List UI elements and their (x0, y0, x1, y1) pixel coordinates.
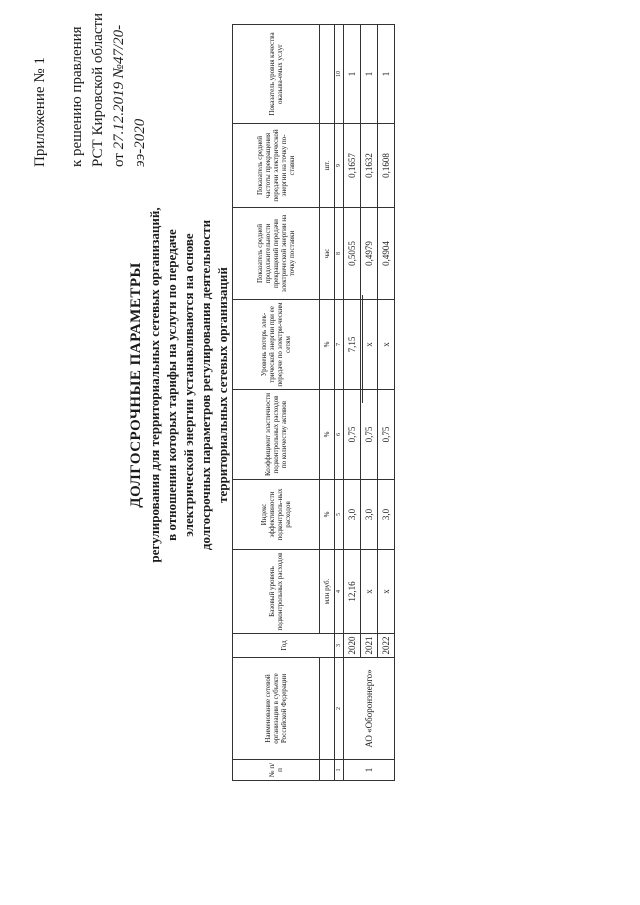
unit-interruption-frequency: шт. (320, 124, 335, 208)
header-org-name: Наименование сетевой организации в субъекте Российской Федерации (233, 658, 320, 760)
handwritten-decision-number: 27.12.2019 №47/20-ээ-2020 (111, 24, 148, 167)
row-efficiency-index: 3,0 (344, 480, 361, 550)
column-number: 3 (335, 634, 344, 658)
header-interruption-duration: Показатель средней продолжительности прекращений передачи электрической энергии на точку поставки (233, 208, 320, 300)
column-number: 7 (335, 300, 344, 390)
column-number: 4 (335, 550, 344, 634)
subtitle-line-2: в отношении которых тарифы на услуги по передаче (164, 229, 179, 541)
row-loss-level: х (378, 300, 395, 390)
appendix-title: Приложение № 1 (32, 57, 48, 167)
header-elasticity-coef: Коэффициент эластичности подконтрольных расходов по количеству активов (233, 390, 320, 480)
org-number: 1 (344, 760, 395, 781)
units-row (320, 25, 335, 781)
document-title: ДОЛГОСРОЧНЫЕ ПАРАМЕТРЫ (128, 262, 144, 508)
row-interruption-frequency: 0,1657 (344, 124, 361, 208)
appendix-date-prefix: от (111, 153, 127, 167)
column-number: 1 (335, 760, 344, 781)
row-efficiency-index: 3,0 (361, 480, 378, 550)
header-row (233, 25, 320, 781)
row-quality-level: 1 (344, 25, 361, 124)
org-name: АО «Оборонэнерго» (344, 658, 395, 760)
row-interruption-duration: 0,4904 (378, 208, 395, 300)
appendix-line-3 (109, 7, 151, 167)
row-year: 2020 (344, 634, 361, 658)
header-year: Год (233, 634, 335, 658)
row-year: 2022 (378, 634, 395, 658)
row-elasticity-coef: 0,75 (378, 390, 395, 480)
document-heading (126, 165, 231, 605)
subtitle-line-5: территориальных сетевых организаций (215, 267, 230, 503)
row-quality-level: 1 (378, 25, 395, 124)
subtitle-line-4: долгосрочных параметров регулирования деятельности (198, 219, 213, 551)
subtitle-line-3: электрической энергии устанавливаются на основе (181, 233, 196, 537)
unit-efficiency-index: % (320, 480, 335, 550)
unit-loss-level: % (320, 300, 335, 390)
column-number: 6 (335, 390, 344, 480)
row-quality-level: 1 (361, 25, 378, 124)
row-base-level: 12,16 (344, 550, 361, 634)
row-interruption-frequency: 0,1632 (361, 124, 378, 208)
header-number: № п/п (233, 760, 320, 781)
header-efficiency-index: Индекс эффективности подконтроль-ных расходов (233, 480, 320, 550)
row-loss-level: 7,15 (344, 300, 361, 390)
column-number: 8 (335, 208, 344, 300)
unit-interruption-duration: час (320, 208, 335, 300)
unit-quality-level (320, 25, 335, 124)
row-interruption-duration: 0,4979 (361, 208, 378, 300)
row-base-level: х (378, 550, 395, 634)
row-interruption-duration: 0,5055 (344, 208, 361, 300)
row-base-level: х (361, 550, 378, 634)
row-loss-level: х (361, 300, 378, 390)
column-number: 10 (335, 25, 344, 124)
header-base-level: Базовый уровень подконтрольных расходов (233, 550, 320, 634)
unit-org-name (320, 658, 335, 760)
row-elasticity-coef: 0,75 (361, 390, 378, 480)
unit-elasticity-coef: % (320, 390, 335, 480)
row-interruption-frequency: 0,1608 (378, 124, 395, 208)
column-number: 2 (335, 658, 344, 760)
row-efficiency-index: 3,0 (378, 480, 395, 550)
column-number-row (335, 25, 344, 781)
column-number: 9 (335, 124, 344, 208)
table-row (344, 25, 361, 781)
row-year: 2021 (361, 634, 378, 658)
column-number: 5 (335, 480, 344, 550)
appendix-block (30, 7, 151, 167)
appendix-line-2: РСТ Кировской области (90, 12, 106, 167)
header-interruption-frequency: Показатель средней частоты прекращения передачи электрической энергии на точку по-ставки (233, 124, 320, 208)
header-loss-level: Уровень потерь элек-трической энергии при ее передаче по электри-ческим сетям (233, 300, 320, 390)
header-quality-level: Показатель уровня качества оказыва-емых услуг (233, 25, 320, 124)
subtitle-line-1: регулирования для территориальных сетевых организаций, (147, 207, 162, 563)
appendix-line-1: к решению правления (69, 26, 85, 167)
unit-number (320, 760, 335, 781)
unit-base-level: млн руб. (320, 550, 335, 634)
parameters-table (232, 24, 395, 781)
row-elasticity-coef: 0,75 (344, 390, 361, 480)
